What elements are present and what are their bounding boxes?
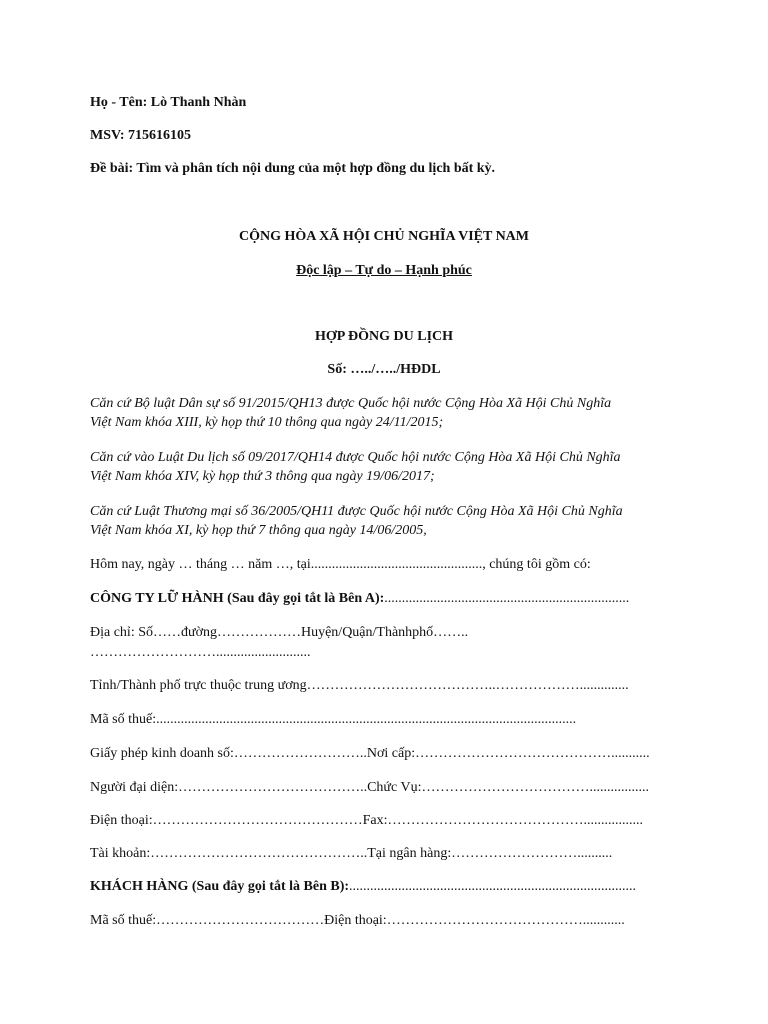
party-b-heading (90, 878, 636, 896)
party-a-address-line-2: ………………………........................... (90, 645, 311, 660)
intro-line: Hôm nay, ngày … tháng … năm …, tại................................................., chúng tôi gồm có: (90, 557, 591, 572)
legal-basis-3-line-1: Căn cứ Luật Thương mại số 36/2005/QH11 được Quốc hội nước Cộng Hòa Xã Hội Chủ Nghĩa (90, 504, 623, 519)
student-id: MSV: 715616105 (90, 128, 191, 143)
party-a-license: Giấy phép kinh doanh số:………………………..Nơi cấp:……………………………………........... (90, 746, 650, 761)
party-a-tax-code: Mã số thuế:........................................................................................................................ (90, 712, 577, 727)
student-name: Họ - Tên: Lò Thanh Nhàn (90, 95, 247, 110)
party-a-heading-label: CÔNG TY LỮ HÀNH (Sau đây gọi tắt là Bên A): (90, 591, 385, 606)
party-a-representative: Người đại diện:…………………………………..Chức Vụ:………………………………................. (90, 780, 649, 795)
legal-basis-2-line-1: Căn cứ vào Luật Du lịch số 09/2017/QH14 được Quốc hội nước Cộng Hòa Xã Hội Chủ Nghĩa (90, 450, 621, 465)
contract-number: Số: …../…../HĐDL (327, 362, 441, 377)
party-a-heading (90, 590, 629, 608)
legal-basis-2-line-2: Việt Nam khóa XIV, kỳ họp thứ 3 thông qua ngày 19/06/2017; (90, 469, 435, 484)
legal-basis-3-line-2: Việt Nam khóa XI, kỳ họp thứ 7 thông qua ngày 14/06/2005, (90, 523, 427, 538)
contract-title: HỢP ĐỒNG DU LỊCH (314, 329, 454, 344)
party-b-heading-dots: .................................................................................. (349, 879, 637, 894)
motto-text: Độc lập – Tự do – Hạnh phúc (296, 263, 472, 278)
national-title: CỘNG HÒA XÃ HỘI CHỦ NGHĨA VIỆT NAM (238, 229, 529, 244)
party-a-heading-dots: ...................................................................... (384, 591, 630, 606)
national-motto (0, 262, 768, 280)
party-b-heading-label: KHÁCH HÀNG (Sau đây gọi tắt là Bên B): (90, 879, 350, 894)
party-b-tax-phone: Mã số thuế:………………………………Điện thoại:……………………………………............ (90, 913, 625, 928)
party-a-address-line-1: Địa chỉ: Số……đường………………Huyện/Quận/Thànhphố…….. (90, 625, 469, 640)
party-a-account: Tài khoản:………………………………………..Tại ngân hàng:……………………….......... (90, 846, 613, 861)
assignment-topic: Đề bài: Tìm và phân tích nội dung của một hợp đồng du lịch bất kỳ. (90, 161, 496, 176)
party-a-province: Tỉnh/Thành phố trực thuộc trung ương…………………………………..……………….............. (90, 678, 629, 693)
legal-basis-1-line-1: Căn cứ Bộ luật Dân sự số 91/2015/QH13 được Quốc hội nước Cộng Hòa Xã Hội Chủ Nghĩa (90, 396, 612, 411)
legal-basis-1-line-2: Việt Nam khóa XIII, kỳ họp thứ 10 thông qua ngày 24/11/2015; (90, 415, 444, 430)
party-a-phone-fax: Điện thoại:………………………………………Fax:……………………………………................. (90, 813, 643, 828)
